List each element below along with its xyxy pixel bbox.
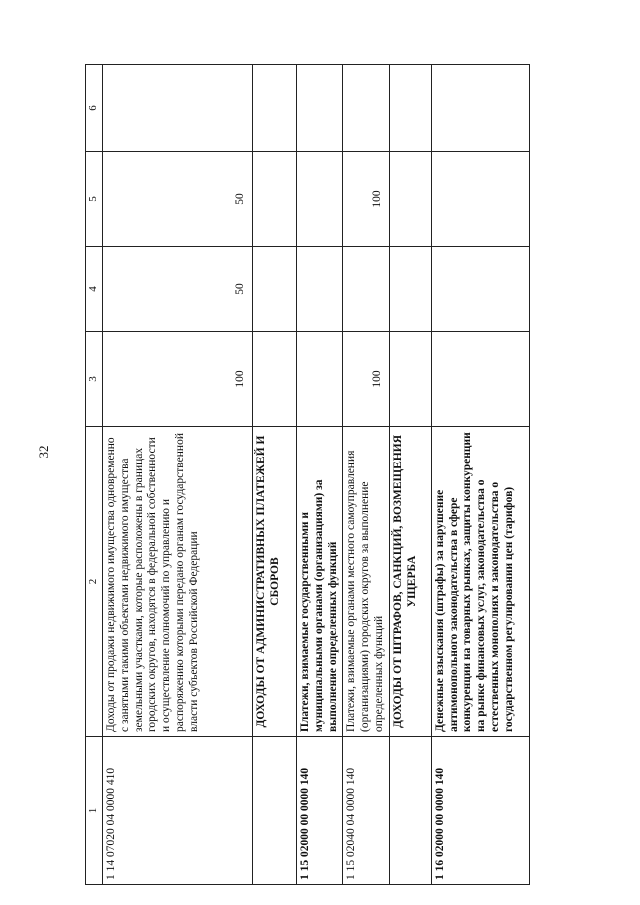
- row-value-col6: [253, 65, 297, 152]
- table-row: [253, 65, 297, 885]
- row-value-col3: 100: [343, 332, 389, 427]
- row-value-col5: [253, 152, 297, 247]
- row-value-col5: [297, 152, 343, 247]
- row-value-col6: [431, 65, 529, 152]
- column-header: 5: [86, 152, 103, 247]
- row-value-col3: [297, 332, 343, 427]
- column-header: 6: [86, 65, 103, 152]
- section-heading: ДОХОДЫ ОТ АДМИНИСТРАТИВНЫХ ПЛАТЕЖЕЙ И СБОРОВ: [253, 427, 297, 737]
- row-name: Денежные взыскания (штрафы) за нарушение антимонопольного законодательства в сфере конкуренции на товарных рынках, защиты конкуренции на рынке финансовых услуг, законодательства о естественных монополиях и законодательства о государственном регулировании цен (тарифов): [431, 427, 529, 737]
- row-code: 1 15 02000 00 0000 140: [297, 737, 343, 885]
- row-value-col5: 100: [343, 152, 389, 247]
- row-value-col4: [343, 247, 389, 332]
- row-value-col6: [343, 65, 389, 152]
- row-value-col6: [297, 65, 343, 152]
- page-number: 32: [36, 445, 51, 459]
- row-value-col3: [431, 332, 529, 427]
- row-name: Доходы от продажи недвижимого имущества одновременно с занятыми такими объектами недвижимого имущества земельными участками, которые расположены в границах городских округов, находятся в федеральной собственности и осуществление полномочий по управлению и распоряжению которыми передано органам государственной власти субъектов Российской Федерации: [103, 427, 253, 737]
- row-name: Платежи, взимаемые государственными и муниципальными органами (организациями) за выполнение определенных функций: [297, 427, 343, 737]
- table-row: [343, 65, 389, 885]
- table-row: [389, 65, 431, 885]
- row-name: Платежи, взимаемые органами местного самоуправления (организациями) городских округов за выполнение определенных функций: [343, 427, 389, 737]
- row-value-col4: 50: [103, 247, 253, 332]
- rotated-table-container: [85, 65, 530, 885]
- table-row: [431, 65, 529, 885]
- row-value-col6: [389, 65, 431, 152]
- row-code: 1 16 02000 00 0000 140: [431, 737, 529, 885]
- row-value-col4: [297, 247, 343, 332]
- row-value-col3: 100: [103, 332, 253, 427]
- revenue-table: [85, 64, 530, 885]
- section-heading: ДОХОДЫ ОТ ШТРАФОВ, САНКЦИЙ, ВОЗМЕЩЕНИЯ УЩЕРБА: [389, 427, 431, 737]
- row-value-col4: [431, 247, 529, 332]
- row-value-col6: [103, 65, 253, 152]
- row-value-col5: 50: [103, 152, 253, 247]
- row-value-col5: [431, 152, 529, 247]
- column-header: 1: [86, 737, 103, 885]
- row-code: [253, 737, 297, 885]
- row-value-col4: [253, 247, 297, 332]
- row-value-col5: [389, 152, 431, 247]
- row-code: 1 15 02040 04 0000 140: [343, 737, 389, 885]
- table-row: [297, 65, 343, 885]
- column-header: 3: [86, 332, 103, 427]
- table-row: [103, 65, 253, 885]
- column-header: 2: [86, 427, 103, 737]
- row-value-col4: [389, 247, 431, 332]
- row-code: 1 14 07020 04 0000 410: [103, 737, 253, 885]
- row-code: [389, 737, 431, 885]
- header-row: [86, 65, 103, 885]
- column-header: 4: [86, 247, 103, 332]
- row-value-col3: [389, 332, 431, 427]
- row-value-col3: [253, 332, 297, 427]
